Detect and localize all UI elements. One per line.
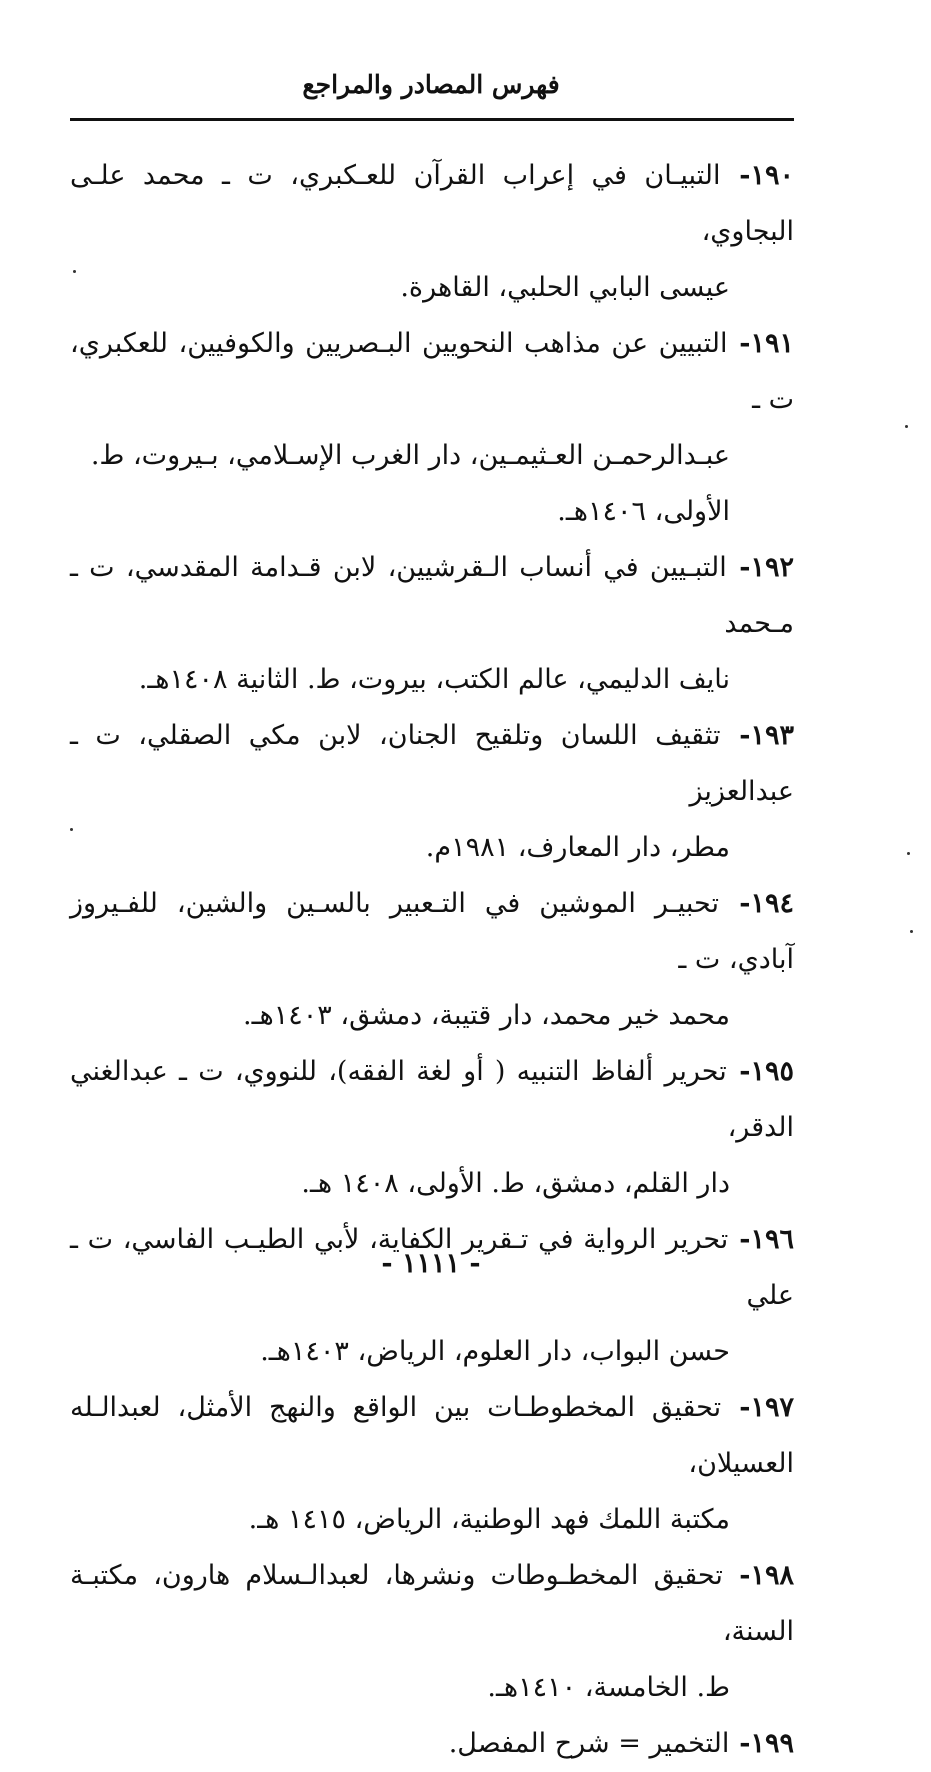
entry-continuation-line: دار القلم، دمشق، ط. الأولى، ١٤٠٨ هـ. xyxy=(301,1168,730,1199)
entry-text: تحرير الرواية في تـقرير الكفاية، لأبي الطيـب الفاسي، ت ـ علي xyxy=(70,1224,794,1311)
entry-first-line xyxy=(70,1548,794,1660)
entry-continuation-line: عبـدالرحمـن العـثيمـين، دار الغرب الإسـلامي، بـيروت، ط. xyxy=(90,440,730,471)
entry-number: ١٩٠- xyxy=(739,160,794,191)
bibliography-entry xyxy=(70,1548,794,1716)
bibliography-entry xyxy=(70,148,794,316)
entry-continuation-line: محمد خير محمد، دار قتيبة، دمشق، ١٤٠٣هـ. xyxy=(243,1000,730,1031)
bibliography-entry xyxy=(70,540,794,708)
entry-continuation-line: ط. الخامسة، ١٤١٠هـ. xyxy=(487,1672,730,1703)
entry-continuation-line: عيسى البابي الحلبي، القاهرة. xyxy=(400,272,730,303)
entry-text: تحبيـر الموشين في التـعبير بالسـين والشين، للفـيروز آبادي، ت ـ xyxy=(70,888,794,975)
entry-text: تثقيف اللسان وتلقيح الجنان، لابن مكي الصقلي، ت ـ عبدالعزيز xyxy=(70,720,794,807)
scan-speck xyxy=(905,425,908,428)
entry-first-line xyxy=(70,1044,794,1156)
entry-first-line xyxy=(70,708,794,820)
running-header: فهرس المصادر والمراجع xyxy=(302,70,560,99)
bibliography-entry xyxy=(70,708,794,876)
scan-speck xyxy=(70,828,73,831)
entry-number: ١٩٩- xyxy=(739,1728,794,1759)
entry-number: ١٩٦- xyxy=(739,1224,794,1255)
entry-number: ١٩٣- xyxy=(739,720,794,751)
entry-first-line xyxy=(70,1380,794,1492)
entry-continuation-line: الأولى، ١٤٠٦هـ. xyxy=(557,496,730,527)
entry-text: تحرير ألفاظ التنبيه ( أو لغة الفقه)، للنووي، ت ـ عبدالغني الدقر، xyxy=(70,1056,794,1143)
scan-speck xyxy=(910,930,913,933)
entry-text: التبيـان في إعراب القرآن للعـكبري، ت ـ محمد علـى البجاوي، xyxy=(70,160,794,247)
entry-number: ١٩٥- xyxy=(739,1056,794,1087)
entry-number: ١٩٨- xyxy=(739,1560,794,1591)
entry-first-line xyxy=(70,316,794,428)
bibliography-entry xyxy=(70,1212,794,1380)
entry-number: ١٩٤- xyxy=(739,888,794,919)
entry-number: ١٩١- xyxy=(739,328,794,359)
scan-speck xyxy=(907,852,910,855)
entry-first-line xyxy=(70,148,794,260)
entry-number: ١٩٧- xyxy=(739,1392,794,1423)
entry-number: ١٩٢- xyxy=(739,552,794,583)
page-number: - ١١١١ - xyxy=(381,1248,481,1279)
header-rule xyxy=(70,118,794,121)
entry-text: تحقيق المخطـوطات ونشرها، لعبدالـسلام هارون، مكتبـة السنة، xyxy=(70,1560,794,1647)
bibliography-entry xyxy=(70,1716,794,1772)
bibliography-entry xyxy=(70,876,794,1044)
entry-text: التخمير = شرح المفصل. xyxy=(448,1728,730,1759)
entry-first-line xyxy=(70,1716,794,1772)
entry-continuation-line: مكتبة اللمك فهد الوطنية، الرياض، ١٤١٥ هـ. xyxy=(248,1504,730,1535)
scan-speck xyxy=(73,270,76,273)
bibliography-entry xyxy=(70,1380,794,1548)
bibliography-entry xyxy=(70,316,794,540)
entry-continuation-line: حسن البواب، دار العلوم، الرياض، ١٤٠٣هـ. xyxy=(260,1336,730,1367)
entry-text: التبيين عن مذاهب النحويين البـصريين والكوفيين، للعكبري، ت ـ xyxy=(70,328,794,415)
entry-first-line xyxy=(70,876,794,988)
bibliography-list xyxy=(70,148,794,1772)
entry-first-line xyxy=(70,540,794,652)
entry-continuation-line: نايف الدليمي، عالم الكتب، بيروت، ط. الثانية ١٤٠٨هـ. xyxy=(138,664,730,695)
entry-text: تحقيق المخطوطـات بين الواقع والنهج الأمثل، لعبدالـله العسيلان، xyxy=(70,1392,794,1479)
entry-continuation-line: مطر، دار المعارف، ١٩٨١م. xyxy=(425,832,730,863)
entry-text: التبـيين في أنساب الـقرشيين، لابن قـدامة المقدسي، ت ـ مـحمد xyxy=(70,552,794,639)
bibliography-entry xyxy=(70,1044,794,1212)
